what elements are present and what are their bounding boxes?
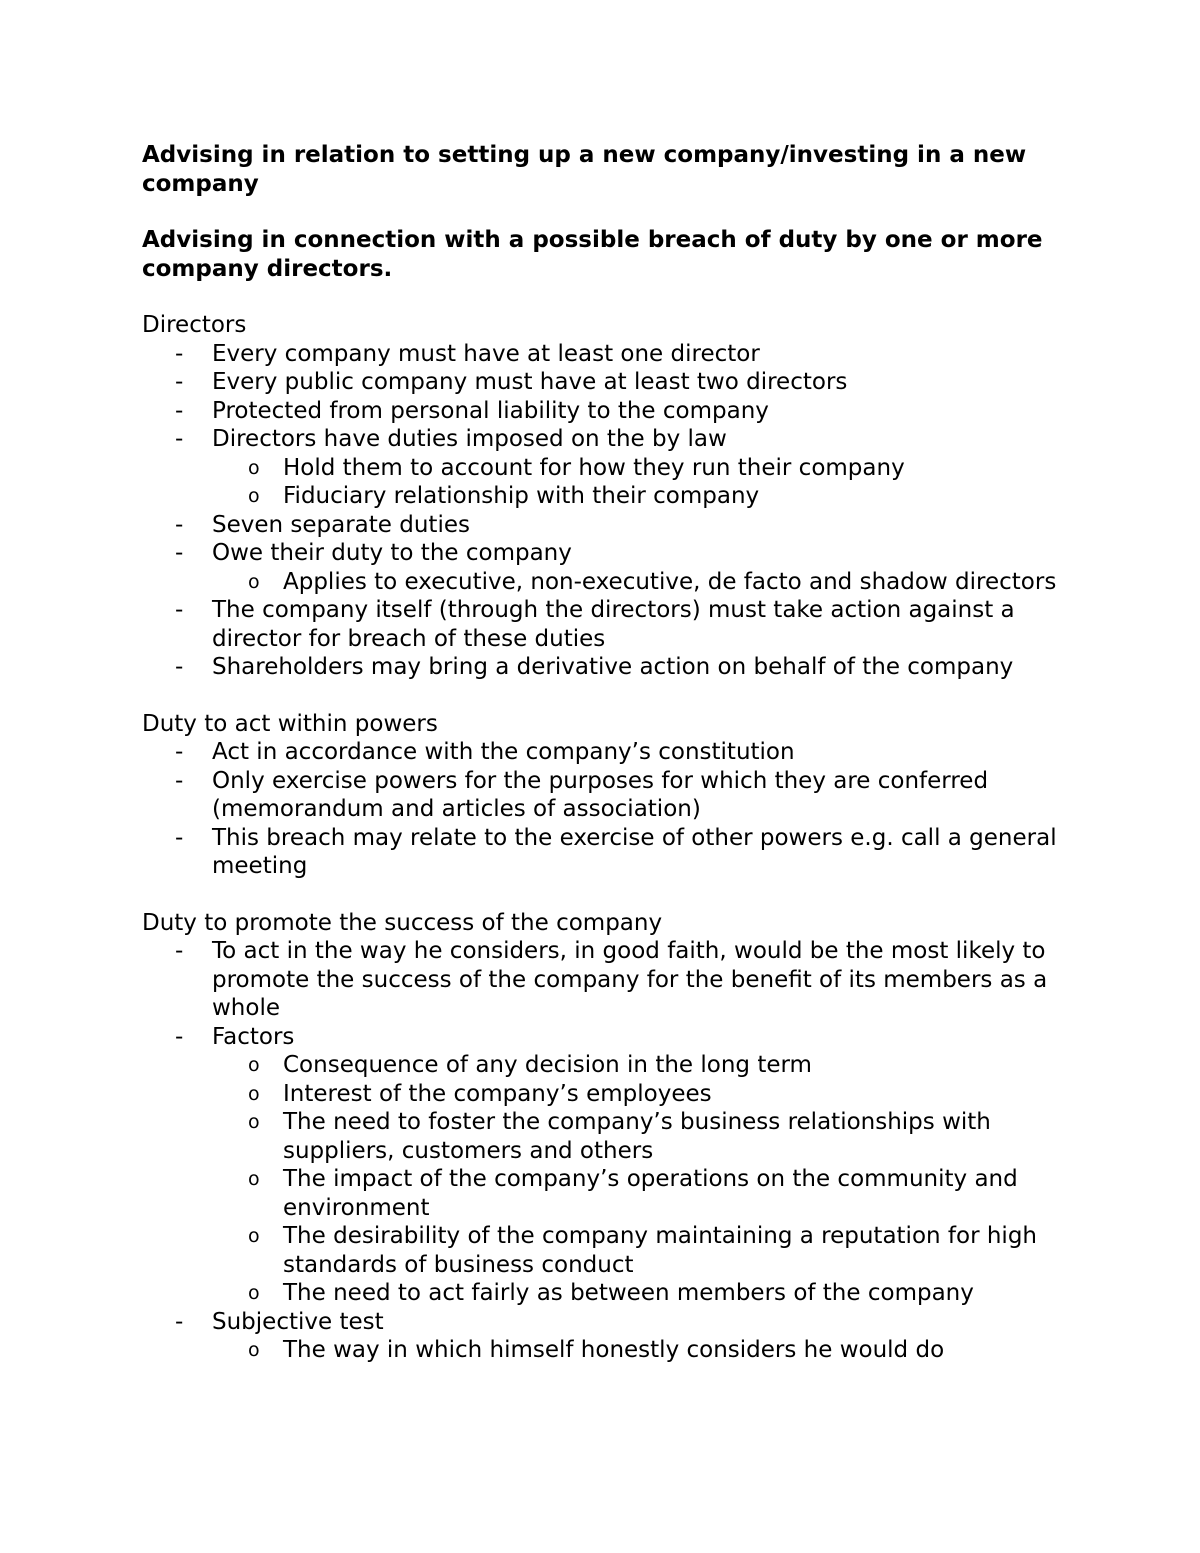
bullet-list (142, 738, 1072, 881)
list-item (142, 340, 1072, 369)
list-item (142, 767, 1072, 824)
list-item (142, 1023, 1072, 1308)
section-title: Duty to promote the success of the company (142, 909, 663, 936)
dash-bullet-icon: - (175, 511, 184, 538)
list-item (142, 397, 1072, 426)
list-item-text: Every company must have at least one director (212, 340, 760, 367)
sub-list-item-text: The desirability of the company maintaining a reputation for high standards of business conduct (283, 1223, 1037, 1278)
circle-bullet-icon: o (248, 1168, 260, 1190)
sub-list-item-text: Interest of the company’s employees (283, 1080, 712, 1107)
dash-bullet-icon: - (175, 369, 184, 395)
list-item (142, 539, 1072, 596)
dash-bullet-icon: - (175, 824, 184, 851)
sub-list-item (142, 454, 1072, 483)
list-item (142, 738, 1072, 767)
list-item (142, 368, 1072, 397)
list-item-text: Factors (212, 1023, 295, 1050)
sub-list-item-text: The impact of the company’s operations on the community and environment (283, 1166, 1018, 1221)
list-item-text: This breach may relate to the exercise of other powers e.g. call a general meeting (212, 824, 1057, 879)
sub-bullet-list (212, 1051, 1072, 1308)
sub-bullet-list (212, 454, 1072, 511)
sub-list-item-text: Applies to executive, non-executive, de facto and shadow directors (283, 568, 1057, 595)
list-item-text: Act in accordance with the company’s constitution (212, 739, 795, 765)
sub-list-item-text: Hold them to account for how they run their company (283, 454, 905, 481)
sub-list-item-text: Consequence of any decision in the long term (283, 1052, 812, 1078)
dash-bullet-icon: - (175, 540, 184, 566)
heading-setting-up-company: Advising in relation to setting up a new company/investing in a new company (142, 142, 1027, 197)
dash-bullet-icon: - (175, 397, 184, 424)
list-item-text: To act in the way he considers, in good faith, would be the most likely to promote the success of the company for the benefit of its members as a whole (212, 938, 1048, 1021)
list-item-text: Shareholders may bring a derivative action on behalf of the company (212, 654, 1014, 680)
circle-bullet-icon: o (248, 1111, 260, 1133)
bullet-list (142, 937, 1072, 1365)
sub-bullet-list (212, 1336, 1072, 1365)
section-title: Duty to act within powers (142, 710, 438, 737)
list-item-text: Only exercise powers for the purposes for which they are conferred (memorandum and articles of association) (212, 767, 989, 822)
circle-bullet-icon: o (248, 1054, 260, 1076)
dash-bullet-icon: - (175, 938, 184, 964)
list-item-text: Every public company must have at least two directors (212, 369, 848, 395)
list-item-text: Seven separate duties (212, 511, 470, 538)
list-item (142, 596, 1072, 653)
circle-bullet-icon: o (248, 1339, 260, 1361)
bullet-list (142, 340, 1072, 682)
sub-list-item (142, 1080, 1072, 1109)
sub-list-item (142, 1165, 1072, 1222)
list-item (142, 1308, 1072, 1365)
circle-bullet-icon: o (248, 1082, 260, 1105)
section (142, 311, 1072, 682)
list-item-text: Directors have duties imposed on the by law (212, 426, 727, 452)
dash-bullet-icon: - (175, 340, 184, 367)
dash-bullet-icon: - (175, 1023, 184, 1050)
section (142, 710, 1072, 881)
sub-list-item-text: The need to foster the company’s business relationships with suppliers, customers and others (283, 1109, 991, 1164)
sub-list-item (142, 568, 1072, 597)
dash-bullet-icon: - (175, 1308, 184, 1335)
dash-bullet-icon: - (175, 739, 184, 765)
document-page (142, 141, 1072, 1365)
heading-breach-of-duty: Advising in connection with a possible breach of duty by one or more company directors. (142, 227, 1043, 282)
sub-list-item (142, 1222, 1072, 1279)
sub-bullet-list (212, 568, 1072, 597)
sections-container (142, 311, 1072, 1365)
dash-bullet-icon: - (175, 654, 184, 680)
circle-bullet-icon: o (248, 485, 260, 507)
sub-list-item (142, 482, 1072, 511)
section-title: Directors (142, 312, 247, 338)
circle-bullet-icon: o (248, 456, 260, 479)
list-item-text: Owe their duty to the company (212, 540, 572, 566)
list-item-text: Protected from personal liability to the company (212, 397, 769, 424)
circle-bullet-icon: o (248, 1282, 260, 1304)
circle-bullet-icon: o (248, 570, 260, 593)
dash-bullet-icon: - (175, 597, 184, 623)
dash-bullet-icon: - (175, 767, 184, 794)
sub-list-item (142, 1336, 1072, 1365)
section (142, 909, 1072, 1365)
list-item-text: Subjective test (212, 1308, 384, 1335)
sub-list-item-text: The way in which himself honestly considers he would do (283, 1337, 945, 1363)
list-item (142, 511, 1072, 540)
list-item (142, 824, 1072, 881)
list-item (142, 425, 1072, 511)
list-item-text: The company itself (through the directors) must take action against a director for breach of these duties (212, 597, 1015, 652)
sub-list-item-text: The need to act fairly as between members of the company (283, 1280, 974, 1306)
dash-bullet-icon: - (175, 426, 184, 452)
list-item (142, 937, 1072, 1023)
sub-list-item (142, 1279, 1072, 1308)
sub-list-item (142, 1108, 1072, 1165)
list-item (142, 653, 1072, 682)
sub-list-item-text: Fiduciary relationship with their company (283, 483, 760, 509)
circle-bullet-icon: o (248, 1225, 260, 1247)
sub-list-item (142, 1051, 1072, 1080)
